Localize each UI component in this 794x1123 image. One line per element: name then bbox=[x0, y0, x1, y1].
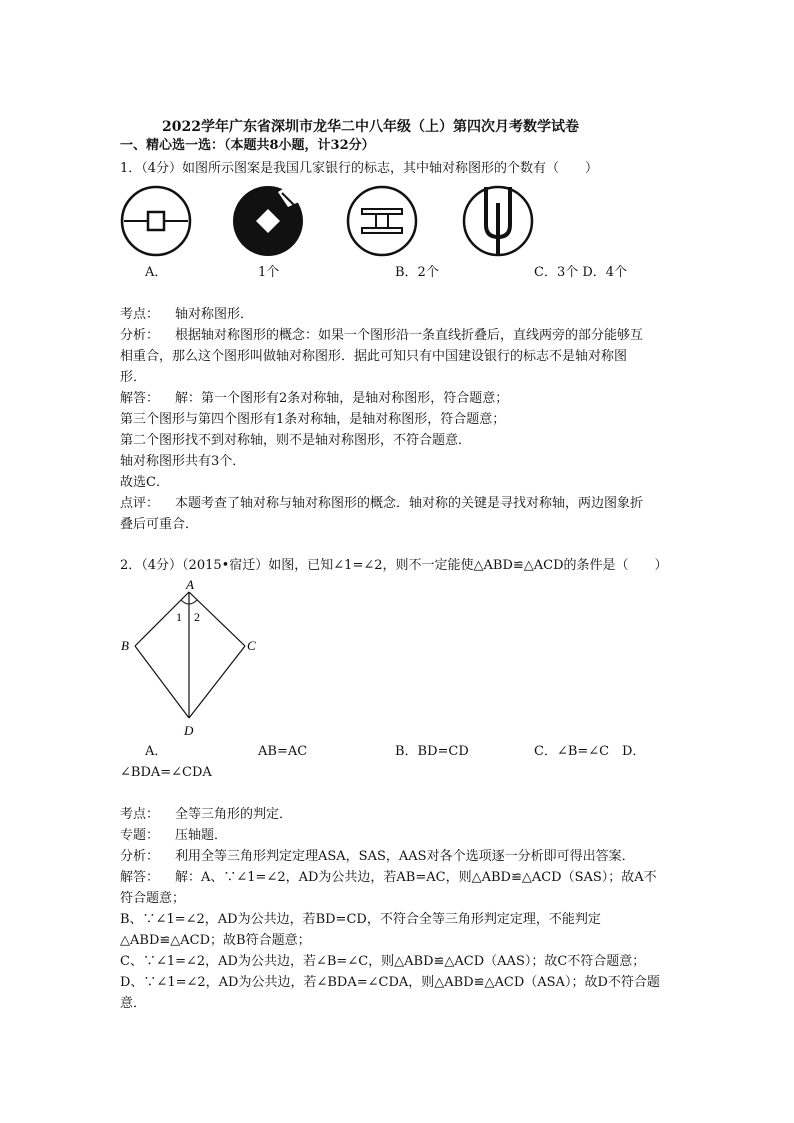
q2-fenxi: 利用全等三角形判定定理ASA，SAS，AAS对各个选项逐一分析即可得出答案． bbox=[175, 849, 635, 864]
q1-fenxi-line3: 形． bbox=[120, 370, 147, 385]
q1-fenxi-label: 分析： bbox=[120, 328, 160, 343]
q2-zhuanti-label: 专题： bbox=[120, 828, 160, 843]
kite-figure bbox=[115, 578, 275, 743]
label-angle-2: 2 bbox=[194, 610, 200, 624]
q1-jieda-label: 解答： bbox=[120, 391, 160, 406]
bank-logo-3-icon bbox=[348, 187, 416, 255]
q1-fenxi-line2: 相重合，那么这个图形叫做轴对称图形．据此可知只有中国建设银行的标志不是轴对称图 bbox=[120, 349, 628, 364]
q1-stem: 1．（4分）如图所示图案是我国几家银行的标志，其中轴对称图形的个数有（ ） bbox=[120, 161, 599, 176]
q2-kaodian: 全等三角形的判定． bbox=[175, 807, 293, 822]
q2-zhuanti: 压轴题． bbox=[175, 828, 228, 843]
q2-option-b: B．BD=CD bbox=[395, 744, 469, 759]
q1-kaodian-label: 考点： bbox=[120, 307, 160, 322]
q2-jieda-line5: C、∵∠1=∠2，AD为公共边，若∠B=∠C，则△ABD≌△ACD（AAS）；故C不符合题意； bbox=[120, 954, 646, 969]
q2-kaodian-label: 考点： bbox=[120, 807, 160, 822]
bank-logos-figure bbox=[118, 183, 538, 263]
segment-bd bbox=[135, 646, 189, 718]
q2-option-d-value: ∠BDA=∠CDA bbox=[120, 765, 212, 780]
q1-kaodian: 轴对称图形． bbox=[175, 307, 254, 322]
label-a: A bbox=[186, 578, 194, 592]
q2-fenxi-label: 分析： bbox=[120, 849, 160, 864]
q2-jieda-line2: 符合题意； bbox=[120, 891, 186, 906]
section-heading: 一、精心选一选：（本题共8小题，计32分） bbox=[120, 138, 375, 153]
q2-option-c: C．∠B=∠C bbox=[534, 744, 610, 759]
q2-jieda-line3: B、∵∠1=∠2，AD为公共边，若BD=CD，不符合全等三角形判定定理，不能判定 bbox=[120, 912, 601, 927]
q2-jieda-line6: D、∵∠1=∠2，AD为公共边，若∠BDA=∠CDA，则△ABD≌△ACD（ASA）；故D不符合题 bbox=[120, 975, 660, 990]
label-b: B bbox=[121, 638, 129, 653]
q2-jieda-line7: 意． bbox=[120, 996, 147, 1011]
q1-dianping-line2: 叠后可重合． bbox=[120, 517, 199, 532]
q2-jieda-label: 解答： bbox=[120, 870, 160, 885]
label-angle-1: 1 bbox=[176, 610, 182, 624]
q2-option-d: D． bbox=[622, 744, 646, 759]
label-c: C bbox=[247, 638, 256, 653]
q1-option-b: B．2个 bbox=[395, 265, 439, 280]
segment-cd bbox=[189, 646, 245, 718]
q1-option-cd: C．3个 D．4个 bbox=[534, 265, 628, 280]
bank-logo-4-icon bbox=[464, 187, 532, 255]
q1-jieda-line1: 解：第一个图形有2条对称轴，是轴对称图形，符合题意； bbox=[175, 391, 509, 406]
bank-logo-1-icon bbox=[122, 187, 190, 255]
q1-dianping-line1: 本题考查了轴对称与轴对称图形的概念．轴对称的关键是寻找对称轴，两边图象折 bbox=[175, 496, 644, 511]
q2-jieda-line4: △ABD≌△ACD；故B符合题意； bbox=[120, 933, 311, 948]
q1-jieda-line2: 第三个图形与第四个图形有1条对称轴，是轴对称图形，符合题意； bbox=[120, 412, 506, 427]
page-title: 2022学年广东省深圳市龙华二中八年级（上）第四次月考数学试卷 bbox=[162, 119, 579, 135]
q1-option-a-value: 1个 bbox=[258, 265, 280, 280]
q2-jieda-line1: 解：A、∵∠1=∠2，AD为公共边，若AB=AC，则△ABD≌△ACD（SAS）；故A不 bbox=[175, 870, 657, 885]
q1-jieda-line5: 故选C． bbox=[120, 475, 169, 490]
q1-option-a: A． bbox=[145, 265, 168, 280]
q1-jieda-line4: 轴对称图形共有3个． bbox=[120, 454, 246, 469]
q1-jieda-line3: 第二个图形找不到对称轴，则不是轴对称图形，不符合题意． bbox=[120, 433, 472, 448]
bank-logo-2-icon bbox=[233, 186, 303, 256]
q2-option-a: A． bbox=[145, 744, 168, 759]
q1-fenxi-line1: 根据轴对称图形的概念：如果一个图形沿一条直线折叠后，直线两旁的部分能够互 bbox=[175, 328, 644, 343]
q2-option-a-value: AB=AC bbox=[258, 744, 308, 759]
q2-stem: 2．（4分）（2015•宿迁）如图，已知∠1=∠2，则不一定能使△ABD≌△ACD的条件是（ ） bbox=[120, 558, 668, 573]
label-d: D bbox=[184, 723, 194, 738]
q1-dianping-label: 点评： bbox=[120, 496, 160, 511]
